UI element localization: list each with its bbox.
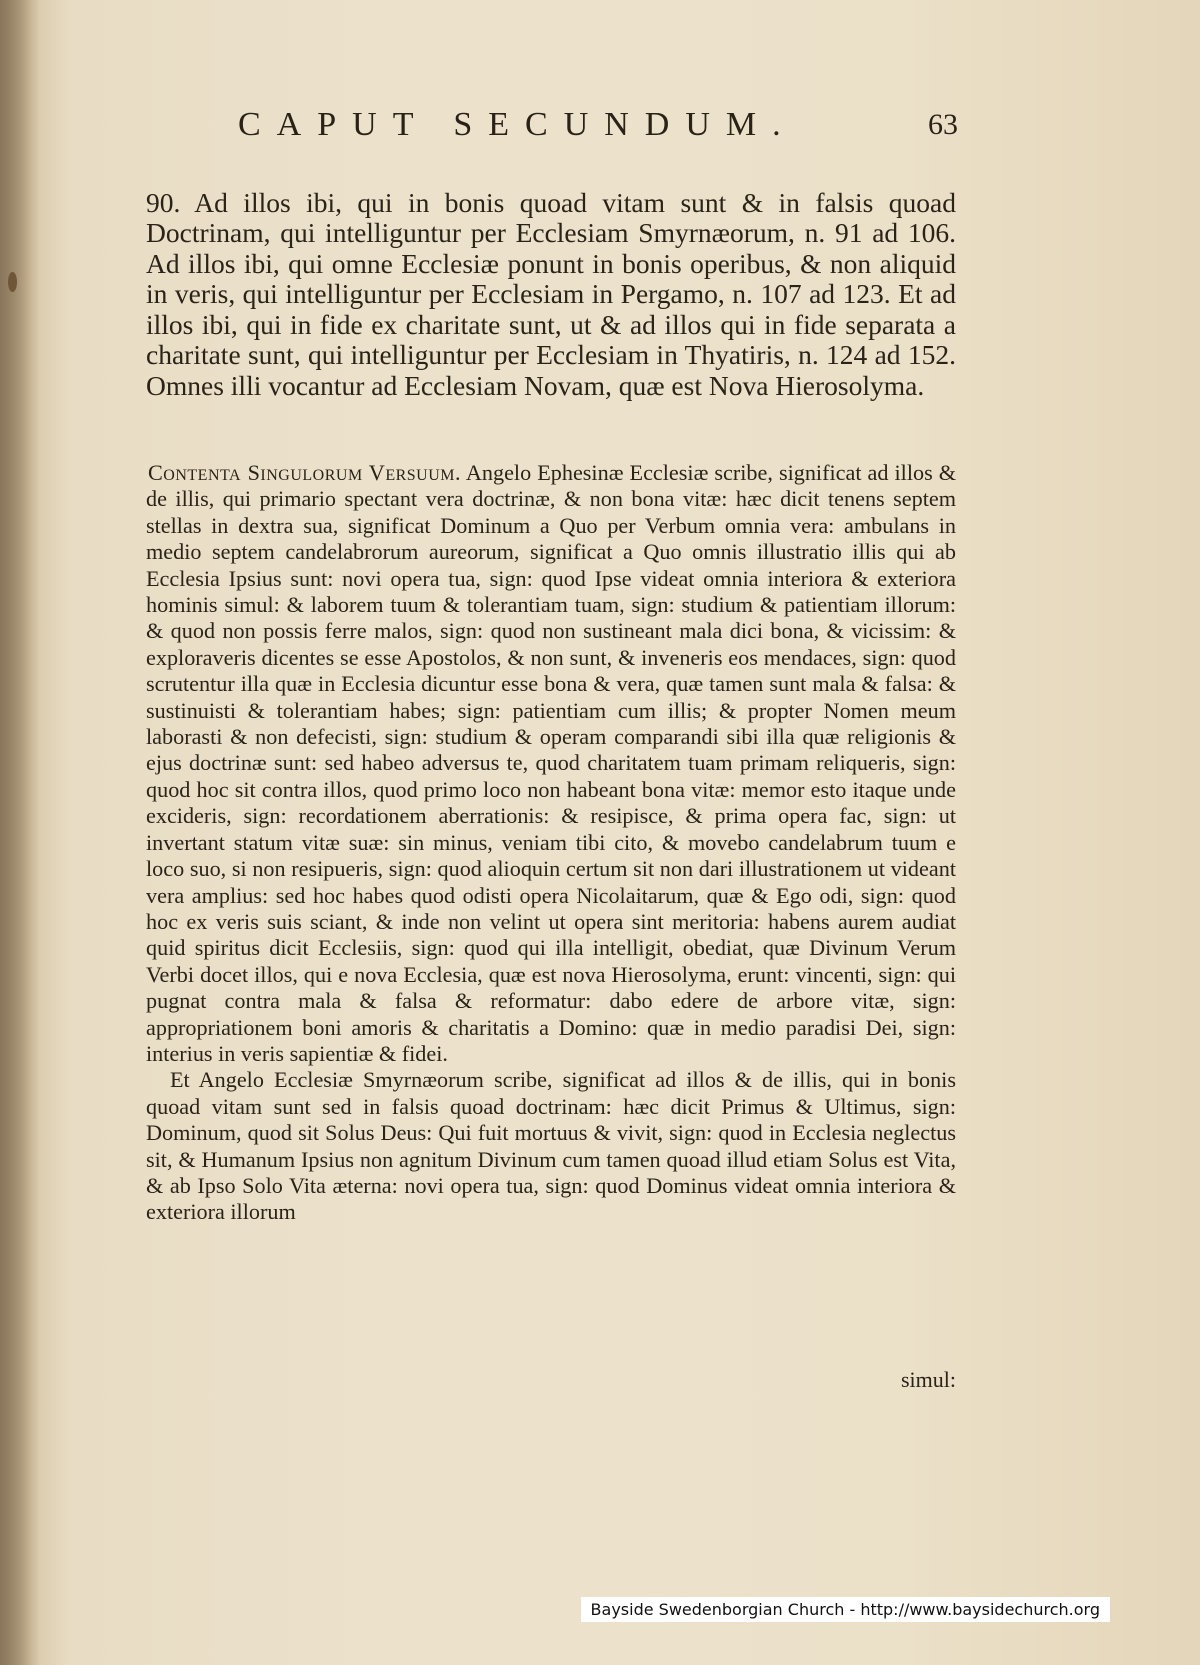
footer-watermark: Bayside Swedenborgian Church - http://www.baysidechurch.org — [581, 1597, 1110, 1622]
page-spine-shadow — [0, 0, 40, 1665]
running-title: CAPUT SECUNDUM. — [238, 106, 797, 143]
catchword: simul: — [900, 1367, 956, 1392]
ink-spot — [8, 272, 17, 292]
body-text — [146, 460, 956, 1226]
page-header — [168, 106, 958, 156]
intro-paragraph: 90. Ad illos ibi, qui in bonis quoad vitam sunt & in falsis quoad Doctrinam, qui intelliguntur per Ecclesiam Smyrnæorum, n. 91 ad 106. Ad illos ibi, qui omne Ecclesiæ ponunt in bonis operibus, & non aliquid in veris, qui intelliguntur per Ecclesiam in Pergamo, n. 107 ad 123. Et ad illos ibi, qui in fide ex charitate sunt, ut & ad illos qui in fide separata a charitate sunt, qui intelliguntur per Ecclesiam in Thyatiris, n. 124 ad 152. Omnes illi vocantur ad Ecclesiam Novam, quæ est Nova Hierosolyma. — [146, 186, 956, 401]
smyrna-paragraph: Et Angelo Ecclesiæ Smyrnæorum scribe, significat ad illos & de illis, qui in bonis quoad vitam sunt sed in falsis quoad doctrinam: hæc dicit Primus & Ultimus, sign: Dominum, quod sit Solus Deus: Qui fuit mortuus & vivit, sign: quod in Ecclesia neglectus sit, & Humanum Ipsius non agnitum Divinum cum tamen quoad illud etiam Solus est Vita, & ab Ipso Solo Vita æterna: novi opera tua, sign: quod Dominus videat omnia interiora & exteriora illorum — [146, 1067, 956, 1225]
page-number: 63 — [928, 108, 958, 141]
contenta-text: Angelo Ephesinæ Ecclesiæ scribe, significat ad illos & de illis, qui primario spectant vera doctrinæ, & non bona vitæ: hæc dicit tenens septem stellas in dextra sua, significat Dominum a Quo per Verbum omnia vera: ambulans in medio septem candelabrorum aureorum, significat a Quo omnis illustratio illis qui ab Ecclesia Ipsius sunt: novi opera tua, sign: quod Ipse videat omnia interiora & exteriora hominis simul: & laborem tuum & tolerantiam tuam, sign: studium & patientiam illorum: & quod non possis ferre malos, sign: quod non sustineant mala dici bona, & vicissim: & exploraveris dicentes se esse Apostolos, & non sunt, & inveneris eos mendaces, sign: quod scrutentur illa quæ in Ecclesia dicuntur esse bona & vera, quæ tamen sunt mala & falsa: & sustinuisti & tolerantiam habes; sign: patientiam cum illis; & propter Nomen meum laborasti & non defecisti, sign: studium & operam comparandi sibi illa quæ religionis & ejus doctrinæ sunt: sed habeo adversus te, quod charitatem tuam primam reliqueris, sign: quod hoc sit contra illos, quod primo loco non habeant bona vitæ: memor esto itaque unde excideris, sign: recordationem aberrationis: & resipisce, & prima opera fac, sign: ut invertant statum vitæ suæ: sin minus, veniam tibi cito, & movebo candelabrum tuum e loco suo, si non resipueris, sign: quod alioquin certum sit non dari illustrationem ut videant vera amplius: sed hoc habes quod odisti opera Nicolaitarum, quæ & Ego odi, sign: quod hoc ex veris suis sciant, & inde non velint ut opera sint meritoria: habens aurem audiat quid spiritus dicit Ecclesiis, sign: quod qui illa intelligit, obediat, quæ Divinum Verum Verbi docet illos, qui e nova Ecclesia, quæ est nova Hierosolyma, erunt: vincenti, sign: qui pugnat contra mala & falsa & reformatur: dabo edere de arbore vitæ, sign: appropriationem boni amoris & charitatis a Domino: quæ in medio paradisi Dei, sign: interius in veris sapientiæ & fidei. — [146, 460, 956, 1066]
contenta-paragraph — [146, 460, 956, 1067]
contenta-heading: Contenta Singulorum Versuum. — [148, 460, 462, 485]
